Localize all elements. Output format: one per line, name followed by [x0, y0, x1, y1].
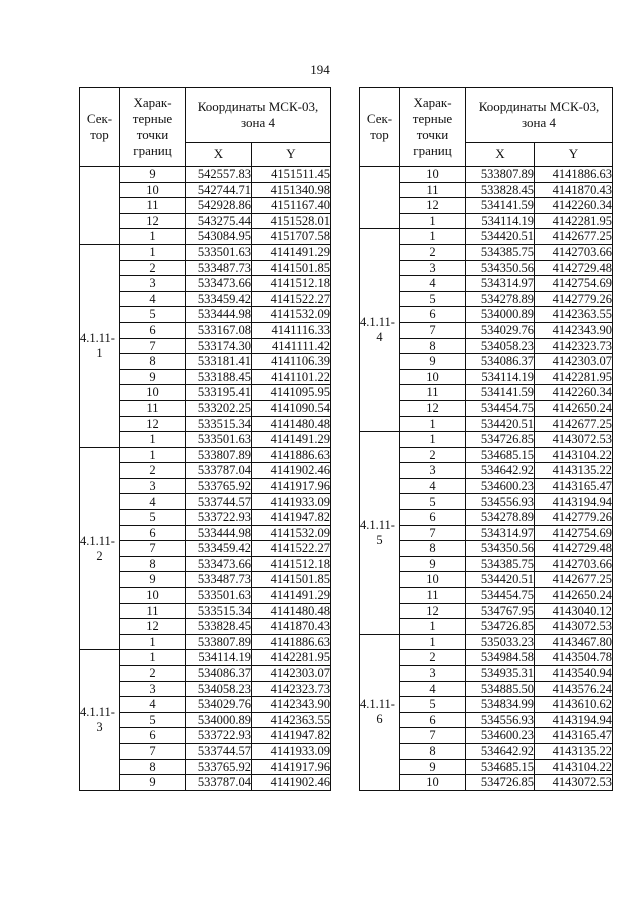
point-number-cell: 10: [400, 369, 466, 385]
point-number-cell: 6: [120, 728, 186, 744]
point-number-cell: 5: [120, 510, 186, 526]
boundary-points-header: Харак-терные точки границ: [400, 88, 466, 167]
x-coordinate-cell: 534114.19: [466, 369, 535, 385]
x-coordinate-cell: 534600.23: [466, 728, 535, 744]
sector-code: 4.1.11-: [360, 315, 395, 330]
y-coordinate-cell: 4151707.58: [252, 229, 331, 245]
y-coordinate-cell: 4141870.43: [252, 619, 331, 635]
y-header: Y: [252, 143, 331, 167]
y-coordinate-cell: 4142323.73: [252, 681, 331, 697]
y-coordinate-cell: 4142677.25: [535, 229, 613, 245]
y-coordinate-cell: 4151511.45: [252, 167, 331, 183]
point-number-cell: 7: [400, 728, 466, 744]
point-number-cell: 9: [120, 775, 186, 791]
point-number-cell: 3: [400, 666, 466, 682]
y-coordinate-cell: 4143104.22: [535, 759, 613, 775]
point-number-cell: 7: [400, 322, 466, 338]
x-coordinate-cell: 533195.41: [186, 385, 252, 401]
sector-cell: [360, 634, 400, 790]
point-number-cell: 5: [120, 307, 186, 323]
y-coordinate-cell: 4143135.22: [535, 463, 613, 479]
x-coordinate-cell: 533787.04: [186, 463, 252, 479]
y-coordinate-cell: 4143072.53: [535, 432, 613, 448]
y-coordinate-cell: 4142343.90: [252, 697, 331, 713]
x-coordinate-cell: 534314.97: [466, 276, 535, 292]
sector-cell: [80, 650, 120, 790]
x-coordinate-cell: 542557.83: [186, 167, 252, 183]
sector-number: 2: [96, 548, 103, 563]
point-number-cell: 12: [120, 416, 186, 432]
point-number-cell: 2: [120, 260, 186, 276]
x-coordinate-cell: 534767.95: [466, 603, 535, 619]
sector-cell: [80, 244, 120, 447]
sector-header: Сек-тор: [360, 88, 400, 167]
y-coordinate-cell: 4141886.63: [252, 447, 331, 463]
y-coordinate-cell: 4143194.94: [535, 494, 613, 510]
point-number-cell: 9: [120, 572, 186, 588]
point-number-cell: 5: [400, 697, 466, 713]
point-number-cell: 11: [400, 182, 466, 198]
y-coordinate-cell: 4151340.98: [252, 182, 331, 198]
y-coordinate-cell: 4141480.48: [252, 416, 331, 432]
x-coordinate-cell: 534058.23: [186, 681, 252, 697]
point-number-cell: 4: [400, 276, 466, 292]
y-coordinate-cell: 4143165.47: [535, 478, 613, 494]
point-number-cell: 12: [120, 213, 186, 229]
point-number-cell: 6: [400, 712, 466, 728]
y-coordinate-cell: 4142303.07: [252, 666, 331, 682]
x-coordinate-cell: 533188.45: [186, 369, 252, 385]
y-coordinate-cell: 4141933.09: [252, 494, 331, 510]
point-number-cell: 1: [120, 244, 186, 260]
point-number-cell: 2: [400, 244, 466, 260]
y-coordinate-cell: 4143072.53: [535, 775, 613, 791]
y-coordinate-cell: 4141501.85: [252, 572, 331, 588]
point-number-cell: 8: [400, 541, 466, 557]
x-coordinate-cell: 533765.92: [186, 478, 252, 494]
y-coordinate-cell: 4142754.69: [535, 525, 613, 541]
sector-cell: [360, 432, 400, 635]
x-coordinate-cell: 534600.23: [466, 478, 535, 494]
y-coordinate-cell: 4141532.09: [252, 525, 331, 541]
sector-number: 3: [96, 720, 103, 735]
x-coordinate-cell: 534086.37: [466, 354, 535, 370]
sector-cell: [360, 167, 400, 229]
y-coordinate-cell: 4142260.34: [535, 385, 613, 401]
x-coordinate-cell: 533765.92: [186, 759, 252, 775]
y-coordinate-cell: 4141101.22: [252, 369, 331, 385]
sector-cell: [360, 229, 400, 432]
x-coordinate-cell: 534029.76: [466, 322, 535, 338]
table-row: [360, 634, 613, 650]
point-number-cell: 9: [400, 556, 466, 572]
x-coordinate-cell: 534685.15: [466, 759, 535, 775]
point-number-cell: 4: [120, 494, 186, 510]
y-coordinate-cell: 4142729.48: [535, 541, 613, 557]
y-coordinate-cell: 4142281.95: [535, 369, 613, 385]
x-coordinate-cell: 534726.85: [466, 619, 535, 635]
coordinates-header: Координаты МСК-03, зона 4: [186, 88, 331, 143]
point-number-cell: 8: [120, 354, 186, 370]
table-row: [80, 167, 331, 183]
x-coordinate-cell: 533787.04: [186, 775, 252, 791]
table-row: [80, 650, 331, 666]
point-number-cell: 1: [120, 432, 186, 448]
y-coordinate-cell: 4142677.25: [535, 572, 613, 588]
table-row: [360, 167, 613, 183]
x-coordinate-cell: 542928.86: [186, 198, 252, 214]
y-coordinate-cell: 4142779.26: [535, 291, 613, 307]
sector-number: 4: [376, 330, 383, 345]
x-coordinate-cell: 533181.41: [186, 354, 252, 370]
point-number-cell: 6: [400, 307, 466, 323]
y-coordinate-cell: 4142650.24: [535, 400, 613, 416]
point-number-cell: 5: [400, 291, 466, 307]
y-coordinate-cell: 4141947.82: [252, 510, 331, 526]
point-number-cell: 1: [120, 650, 186, 666]
x-coordinate-cell: 534314.97: [466, 525, 535, 541]
y-coordinate-cell: 4141917.96: [252, 478, 331, 494]
y-coordinate-cell: 4141902.46: [252, 775, 331, 791]
y-coordinate-cell: 4143576.24: [535, 681, 613, 697]
point-number-cell: 11: [120, 198, 186, 214]
point-number-cell: 4: [400, 478, 466, 494]
coordinates-table-left: [79, 87, 331, 791]
x-coordinate-cell: 533487.73: [186, 572, 252, 588]
x-coordinate-cell: 534278.89: [466, 510, 535, 526]
x-coordinate-cell: 534350.56: [466, 260, 535, 276]
x-coordinate-cell: 533722.93: [186, 728, 252, 744]
y-coordinate-cell: 4142703.66: [535, 556, 613, 572]
sector-code: 4.1.11-: [80, 533, 115, 548]
point-number-cell: 1: [120, 634, 186, 650]
y-coordinate-cell: 4151167.40: [252, 198, 331, 214]
y-coordinate-cell: 4141886.63: [252, 634, 331, 650]
point-number-cell: 8: [400, 743, 466, 759]
x-coordinate-cell: 533501.63: [186, 244, 252, 260]
point-number-cell: 1: [400, 634, 466, 650]
x-coordinate-cell: 533444.98: [186, 525, 252, 541]
y-coordinate-cell: 4141090.54: [252, 400, 331, 416]
point-number-cell: 11: [400, 588, 466, 604]
y-coordinate-cell: 4143072.53: [535, 619, 613, 635]
boundary-points-header: Харак-терные точки границ: [120, 88, 186, 167]
x-coordinate-cell: 543275.44: [186, 213, 252, 229]
x-coordinate-cell: 533807.89: [186, 634, 252, 650]
y-coordinate-cell: 4142779.26: [535, 510, 613, 526]
point-number-cell: 11: [120, 603, 186, 619]
point-number-cell: 12: [120, 619, 186, 635]
point-number-cell: 10: [400, 167, 466, 183]
point-number-cell: 5: [400, 494, 466, 510]
y-coordinate-cell: 4142650.24: [535, 588, 613, 604]
point-number-cell: 10: [120, 588, 186, 604]
x-coordinate-cell: 533744.57: [186, 743, 252, 759]
y-coordinate-cell: 4141501.85: [252, 260, 331, 276]
y-coordinate-cell: 4141522.27: [252, 291, 331, 307]
point-number-cell: 4: [400, 681, 466, 697]
sector-number: 5: [376, 532, 383, 547]
x-coordinate-cell: 533459.42: [186, 291, 252, 307]
x-coordinate-cell: 533167.08: [186, 322, 252, 338]
y-coordinate-cell: 4141902.46: [252, 463, 331, 479]
x-coordinate-cell: 533828.45: [466, 182, 535, 198]
y-coordinate-cell: 4142729.48: [535, 260, 613, 276]
y-coordinate-cell: 4142281.95: [535, 213, 613, 229]
point-number-cell: 10: [120, 182, 186, 198]
point-number-cell: 10: [400, 775, 466, 791]
x-coordinate-cell: 534029.76: [186, 697, 252, 713]
y-coordinate-cell: 4141947.82: [252, 728, 331, 744]
x-coordinate-cell: 534642.92: [466, 463, 535, 479]
sector-cell: [80, 447, 120, 650]
x-coordinate-cell: 533807.89: [466, 167, 535, 183]
x-coordinate-cell: 534114.19: [466, 213, 535, 229]
x-coordinate-cell: 533473.66: [186, 276, 252, 292]
y-coordinate-cell: 4143040.12: [535, 603, 613, 619]
y-coordinate-cell: 4143135.22: [535, 743, 613, 759]
x-coordinate-cell: 534556.93: [466, 712, 535, 728]
point-number-cell: 9: [120, 369, 186, 385]
sector-number: 1: [96, 345, 103, 360]
point-number-cell: 2: [120, 463, 186, 479]
y-header: Y: [535, 143, 613, 167]
table-row: [360, 432, 613, 448]
sector-header: Сек-тор: [80, 88, 120, 167]
y-coordinate-cell: 4141106.39: [252, 354, 331, 370]
x-coordinate-cell: 535033.23: [466, 634, 535, 650]
point-number-cell: 10: [120, 385, 186, 401]
y-coordinate-cell: 4141522.27: [252, 541, 331, 557]
x-coordinate-cell: 534642.92: [466, 743, 535, 759]
x-coordinate-cell: 533487.73: [186, 260, 252, 276]
y-coordinate-cell: 4142363.55: [252, 712, 331, 728]
y-coordinate-cell: 4142281.95: [252, 650, 331, 666]
x-coordinate-cell: 534141.59: [466, 385, 535, 401]
x-coordinate-cell: 533501.63: [186, 432, 252, 448]
y-coordinate-cell: 4141870.43: [535, 182, 613, 198]
x-coordinate-cell: 534420.51: [466, 572, 535, 588]
point-number-cell: 12: [400, 603, 466, 619]
point-number-cell: 3: [120, 681, 186, 697]
y-coordinate-cell: 4141512.18: [252, 276, 331, 292]
x-coordinate-cell: 534420.51: [466, 229, 535, 245]
point-number-cell: 4: [120, 697, 186, 713]
y-coordinate-cell: 4143194.94: [535, 712, 613, 728]
point-number-cell: 7: [400, 525, 466, 541]
x-coordinate-cell: 534000.89: [186, 712, 252, 728]
y-coordinate-cell: 4143467.80: [535, 634, 613, 650]
table-row: [80, 244, 331, 260]
point-number-cell: 7: [120, 338, 186, 354]
y-coordinate-cell: 4141933.09: [252, 743, 331, 759]
y-coordinate-cell: 4142703.66: [535, 244, 613, 260]
x-coordinate-cell: 533501.63: [186, 588, 252, 604]
x-coordinate-cell: 534278.89: [466, 291, 535, 307]
x-coordinate-cell: 533807.89: [186, 447, 252, 463]
x-header: X: [186, 143, 252, 167]
x-coordinate-cell: 534086.37: [186, 666, 252, 682]
point-number-cell: 3: [120, 276, 186, 292]
point-number-cell: 4: [120, 291, 186, 307]
y-coordinate-cell: 4141491.29: [252, 244, 331, 260]
y-coordinate-cell: 4141886.63: [535, 167, 613, 183]
left-table-body: [80, 167, 331, 791]
point-number-cell: 6: [120, 322, 186, 338]
point-number-cell: 5: [120, 712, 186, 728]
point-number-cell: 8: [120, 556, 186, 572]
point-number-cell: 6: [400, 510, 466, 526]
point-number-cell: 12: [400, 198, 466, 214]
coordinates-table-right: [359, 87, 613, 791]
x-coordinate-cell: 534058.23: [466, 338, 535, 354]
point-number-cell: 3: [400, 260, 466, 276]
point-number-cell: 9: [400, 354, 466, 370]
point-number-cell: 2: [120, 666, 186, 682]
y-coordinate-cell: 4151528.01: [252, 213, 331, 229]
point-number-cell: 7: [120, 541, 186, 557]
y-coordinate-cell: 4141532.09: [252, 307, 331, 323]
page-number: 194: [310, 62, 330, 77]
point-number-cell: 3: [400, 463, 466, 479]
point-number-cell: 6: [120, 525, 186, 541]
x-coordinate-cell: 534114.19: [186, 650, 252, 666]
y-coordinate-cell: 4142323.73: [535, 338, 613, 354]
point-number-cell: 10: [400, 572, 466, 588]
y-coordinate-cell: 4141095.95: [252, 385, 331, 401]
x-coordinate-cell: 534726.85: [466, 775, 535, 791]
point-number-cell: 1: [120, 447, 186, 463]
x-coordinate-cell: 533744.57: [186, 494, 252, 510]
sector-cell: [80, 167, 120, 245]
right-table-body: [360, 167, 613, 791]
sector-code: 4.1.11-: [360, 517, 395, 532]
x-coordinate-cell: 534726.85: [466, 432, 535, 448]
point-number-cell: 1: [400, 416, 466, 432]
x-coordinate-cell: 534685.15: [466, 447, 535, 463]
point-number-cell: 11: [400, 385, 466, 401]
point-number-cell: 1: [120, 229, 186, 245]
point-number-cell: 7: [120, 743, 186, 759]
y-coordinate-cell: 4142754.69: [535, 276, 613, 292]
point-number-cell: 1: [400, 432, 466, 448]
y-coordinate-cell: 4141116.33: [252, 322, 331, 338]
point-number-cell: 1: [400, 619, 466, 635]
y-coordinate-cell: 4141111.42: [252, 338, 331, 354]
x-header: X: [466, 143, 535, 167]
y-coordinate-cell: 4143104.22: [535, 447, 613, 463]
x-coordinate-cell: 534454.75: [466, 588, 535, 604]
x-coordinate-cell: 534385.75: [466, 244, 535, 260]
sector-code: 4.1.11-: [360, 697, 395, 712]
y-coordinate-cell: 4141480.48: [252, 603, 331, 619]
x-coordinate-cell: 534350.56: [466, 541, 535, 557]
point-number-cell: 9: [400, 759, 466, 775]
x-coordinate-cell: 533722.93: [186, 510, 252, 526]
table-row: [360, 229, 613, 245]
point-number-cell: 12: [400, 400, 466, 416]
x-coordinate-cell: 534141.59: [466, 198, 535, 214]
sector-code: 4.1.11-: [80, 705, 115, 720]
y-coordinate-cell: 4142260.34: [535, 198, 613, 214]
point-number-cell: 2: [400, 447, 466, 463]
x-coordinate-cell: 533174.30: [186, 338, 252, 354]
x-coordinate-cell: 534420.51: [466, 416, 535, 432]
x-coordinate-cell: 533202.25: [186, 400, 252, 416]
table-row: [80, 447, 331, 463]
sector-code: 4.1.11-: [80, 330, 115, 345]
x-coordinate-cell: 534935.31: [466, 666, 535, 682]
x-coordinate-cell: 534385.75: [466, 556, 535, 572]
y-coordinate-cell: 4141917.96: [252, 759, 331, 775]
x-coordinate-cell: 543084.95: [186, 229, 252, 245]
x-coordinate-cell: 534834.99: [466, 697, 535, 713]
y-coordinate-cell: 4143540.94: [535, 666, 613, 682]
y-coordinate-cell: 4141512.18: [252, 556, 331, 572]
x-coordinate-cell: 542744.71: [186, 182, 252, 198]
y-coordinate-cell: 4143504.78: [535, 650, 613, 666]
y-coordinate-cell: 4141491.29: [252, 432, 331, 448]
point-number-cell: 1: [400, 229, 466, 245]
x-coordinate-cell: 533473.66: [186, 556, 252, 572]
x-coordinate-cell: 534556.93: [466, 494, 535, 510]
x-coordinate-cell: 533828.45: [186, 619, 252, 635]
y-coordinate-cell: 4143610.62: [535, 697, 613, 713]
y-coordinate-cell: 4142363.55: [535, 307, 613, 323]
y-coordinate-cell: 4142677.25: [535, 416, 613, 432]
coordinates-header: Координаты МСК-03, зона 4: [466, 88, 613, 143]
point-number-cell: 11: [120, 400, 186, 416]
x-coordinate-cell: 533459.42: [186, 541, 252, 557]
point-number-cell: 8: [120, 759, 186, 775]
point-number-cell: 2: [400, 650, 466, 666]
x-coordinate-cell: 533444.98: [186, 307, 252, 323]
x-coordinate-cell: 534984.58: [466, 650, 535, 666]
point-number-cell: 9: [120, 167, 186, 183]
y-coordinate-cell: 4142303.07: [535, 354, 613, 370]
x-coordinate-cell: 534000.89: [466, 307, 535, 323]
x-coordinate-cell: 533515.34: [186, 416, 252, 432]
point-number-cell: 8: [400, 338, 466, 354]
x-coordinate-cell: 534885.50: [466, 681, 535, 697]
y-coordinate-cell: 4143165.47: [535, 728, 613, 744]
y-coordinate-cell: 4141491.29: [252, 588, 331, 604]
x-coordinate-cell: 533515.34: [186, 603, 252, 619]
point-number-cell: 1: [400, 213, 466, 229]
sector-number: 6: [376, 712, 383, 727]
point-number-cell: 3: [120, 478, 186, 494]
x-coordinate-cell: 534454.75: [466, 400, 535, 416]
y-coordinate-cell: 4142343.90: [535, 322, 613, 338]
